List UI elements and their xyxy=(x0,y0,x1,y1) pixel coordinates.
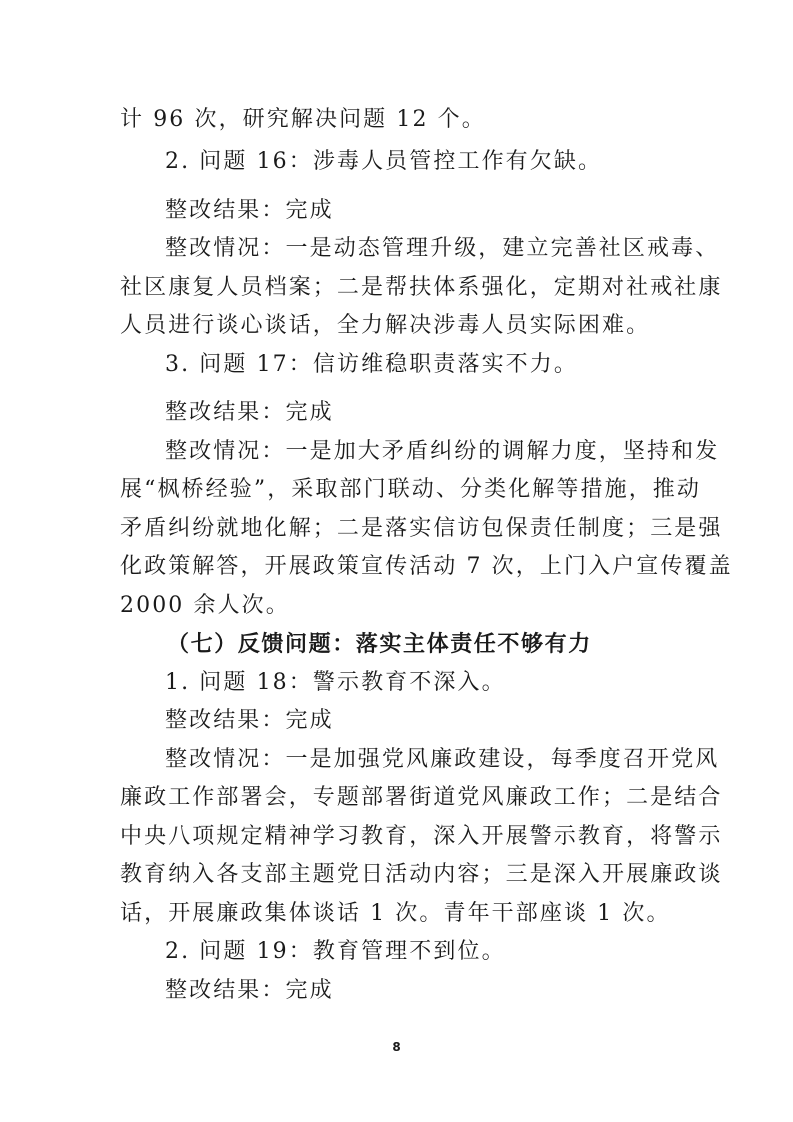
text-line: 整改情况：一是加大矛盾纠纷的调解力度，坚持和发 xyxy=(165,439,720,464)
text-line: 化政策解答，开展政策宣传活动 7 次，上门入户宣传覆盖 xyxy=(120,554,733,579)
text-line: 社区康复人员档案；二是帮扶体系强化，定期对社戒社康 xyxy=(120,275,723,300)
text-line: 人员进行谈心谈话，全力解决涉毒人员实际困难。 xyxy=(120,313,651,338)
result-line: 整改结果：完成 xyxy=(165,708,334,733)
page-number: 8 xyxy=(392,1040,401,1054)
item-heading: 2. 问题 16：涉毒人员管控工作有欠缺。 xyxy=(165,149,603,174)
result-line: 整改结果：完成 xyxy=(165,978,334,1003)
text-line: 中央八项规定精神学习教育，深入开展警示教育，将警示 xyxy=(120,824,723,849)
item-heading: 3. 问题 17：信访维稳职责落实不力。 xyxy=(165,352,578,377)
result-line: 整改结果：完成 xyxy=(165,400,334,425)
text-line: 整改情况：一是加强党风廉政建设，每季度召开党风 xyxy=(165,747,720,772)
text-line: 话，开展廉政集体谈话 1 次。青年干部座谈 1 次。 xyxy=(120,901,671,926)
text-line: 计 96 次，研究解决问题 12 个。 xyxy=(120,107,486,132)
text-line: 教育纳入各支部主题党日活动内容；三是深入开展廉政谈 xyxy=(120,862,723,887)
text-line: 展“枫桥经验”，采取部门联动、分类化解等措施，推动 xyxy=(120,477,701,502)
section-heading: （七）反馈问题：落实主体责任不够有力 xyxy=(167,631,592,657)
text-line: 矛盾纠纷就地化解；二是落实信访包保责任制度；三是强 xyxy=(120,516,723,541)
text-line: 整改情况：一是动态管理升级，建立完善社区戒毒、 xyxy=(165,236,720,261)
item-heading: 1. 问题 18：警示教育不深入。 xyxy=(165,670,506,695)
item-heading: 2. 问题 19：教育管理不到位。 xyxy=(165,939,506,964)
text-line: 廉政工作部署会，专题部署街道党风廉政工作；二是结合 xyxy=(120,785,723,810)
text-line: 2000 余人次。 xyxy=(120,593,290,618)
result-line: 整改结果：完成 xyxy=(165,198,334,223)
